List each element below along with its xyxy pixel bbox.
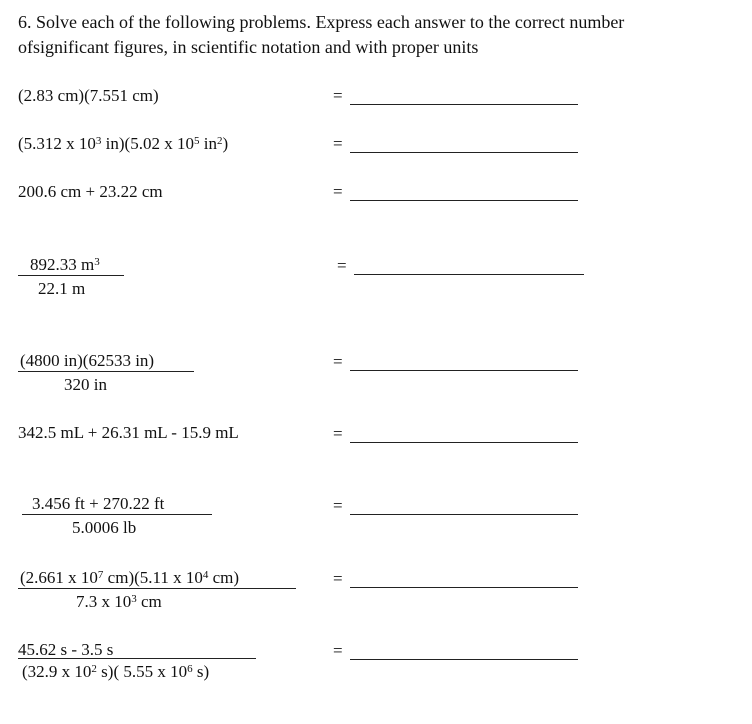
problem-7-denominator: 5.0006 lb — [72, 518, 137, 537]
problem-7-numerator: 3.456 ft + 270.22 ft — [32, 494, 165, 513]
problem-8-answer-blank[interactable] — [350, 587, 578, 588]
problem-2-equals: = — [333, 134, 343, 153]
problem-7-answer-blank[interactable] — [350, 514, 578, 515]
problem-8-denominator: 7.3 x $10^3$ cm — [76, 592, 162, 611]
problem-3-equals: = — [333, 182, 343, 201]
problem-3-expression: 200.6 cm + 23.22 cm — [18, 182, 163, 201]
problem-5-answer-blank[interactable] — [350, 370, 578, 371]
problem-1-equals: = — [333, 86, 343, 105]
problem-1-answer-blank[interactable] — [350, 104, 578, 105]
problem-4-fraction-bar — [18, 275, 124, 276]
problem-9-numerator: 45.62 s - 3.5 s — [18, 640, 114, 659]
instructions-line-2: ofsignificant figures, in scientific notation and with proper units — [18, 37, 479, 57]
problem-5-fraction-bar — [18, 371, 194, 372]
problem-8-fraction-bar — [18, 588, 296, 589]
problem-9-answer-blank[interactable] — [350, 659, 578, 660]
problem-5-denominator: 320 in — [64, 375, 107, 394]
problem-1-expression: (2.83 cm)(7.551 cm) — [18, 86, 159, 105]
problem-4-denominator: 22.1 m — [38, 279, 86, 298]
problem-6-expression: 342.5 mL + 26.31 mL - 15.9 mL — [18, 423, 239, 442]
problem-8-equals: = — [333, 569, 343, 588]
problem-3-answer-blank[interactable] — [350, 200, 578, 201]
problem-9-denominator: (32.9 x $10^2$ s)( 5.55 x $10^6$ s) — [22, 662, 210, 681]
problem-6-answer-blank[interactable] — [350, 442, 578, 443]
problem-6-equals: = — [333, 424, 343, 443]
problem-5-equals: = — [333, 352, 343, 371]
problem-7-equals: = — [333, 496, 343, 515]
problem-9-equals: = — [333, 641, 343, 660]
instructions — [18, 10, 738, 60]
problem-4-numerator: 892.33 $m^3$ — [30, 255, 100, 274]
problem-4-answer-blank[interactable] — [354, 274, 584, 275]
problem-9-fraction-bar — [18, 658, 256, 659]
problem-5-numerator: (4800 in)(62533 in) — [20, 351, 155, 370]
problem-8-numerator: (2.661 x $10^7$ cm)(5.11 x $10^4$ cm) — [20, 568, 240, 587]
problem-7-fraction-bar — [22, 514, 212, 515]
problem-2-expression: (5.312 x $10^3$ in)(5.02 x $10^5$ $in^2$) — [18, 134, 229, 153]
problem-4-equals: = — [337, 256, 347, 275]
problem-2-answer-blank[interactable] — [350, 152, 578, 153]
instructions-line-1: 6. Solve each of the following problems. Express each answer to the correct number — [18, 12, 625, 32]
